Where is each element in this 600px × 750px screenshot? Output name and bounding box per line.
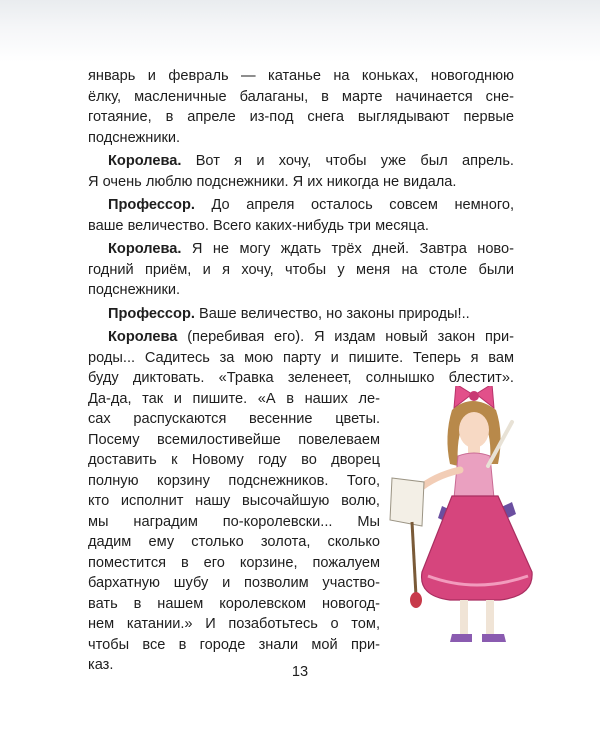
page-number: 13 bbox=[291, 664, 309, 680]
dialogue-line: кто исполнит нашу высочайшую волю, bbox=[88, 493, 380, 509]
dialogue-line: доставить к Новому году во дворец bbox=[88, 452, 380, 468]
scroll bbox=[390, 478, 424, 526]
speaker-name: Королева bbox=[108, 329, 178, 345]
dialogue-line: поместится в его корзине, пожалуем bbox=[88, 554, 380, 571]
dialogue-line: вать в нашем королевском новогод- bbox=[88, 595, 380, 612]
text-line: подснежники. bbox=[88, 129, 181, 146]
text-line: январь и февраль — катанье на коньках, новогоднюю bbox=[88, 68, 514, 84]
dialogue-line: подснежники. bbox=[88, 282, 181, 298]
dialogue-line: Посему всемилостивейше повелеваем bbox=[88, 431, 380, 448]
dialogue-line: Профессор. Ваше величество, но законы природы!.. bbox=[108, 305, 470, 322]
speaker-name: Профессор. bbox=[108, 305, 195, 322]
dialogue-line: Королева. Вот я и хочу, чтобы уже был апрель. bbox=[108, 153, 514, 169]
bodice bbox=[454, 453, 494, 498]
dialogue-line: нем катании.» И позаботьтесь о том, bbox=[88, 616, 380, 632]
dialogue-line: Да-да, так и пишите. «А в наших ле- bbox=[88, 390, 380, 407]
dialogue-line: дадим ему столько золота, сколько bbox=[88, 534, 380, 550]
dialogue-line: сах распускаются весенние цветы. bbox=[88, 411, 380, 427]
dialogue-line: Профессор. До апреля осталось совсем немного, bbox=[108, 197, 514, 213]
shoe bbox=[482, 634, 506, 642]
dialogue-line: Королева. Я не могу ждать трёх дней. Завтра ново- bbox=[108, 241, 514, 257]
face bbox=[459, 412, 489, 448]
speaker-name: Профессор. bbox=[108, 197, 195, 213]
dialogue-line: годний приём, и я хочу, чтобы у меня на столе были bbox=[88, 261, 514, 278]
page-top-shadow bbox=[0, 0, 600, 62]
text-line: готаяние, в апреле из-под снега выглядывают первые bbox=[88, 109, 514, 125]
speaker-name: Королева. bbox=[108, 241, 182, 257]
dialogue-line: мы наградим по-королевски... Мы bbox=[88, 513, 380, 530]
dialogue-line: Я очень люблю подснежники. Я их никогда не видала. bbox=[88, 173, 457, 190]
dialogue-line: чтобы все в городе знали мой при- bbox=[88, 636, 380, 653]
dialogue-line: полную корзину подснежников. Того, bbox=[88, 472, 380, 489]
dialogue-line: роды... Садитесь за мою парту и пишите. Теперь я вам bbox=[88, 349, 514, 366]
dialogue-line: ваше величество. Всего каких-нибудь три месяца. bbox=[88, 217, 429, 234]
dialogue-line: каз. bbox=[88, 657, 114, 673]
dialogue-line: буду диктовать. «Травка зеленеет, солнышко блестит». bbox=[88, 370, 514, 386]
speaker-name: Королева. bbox=[108, 153, 182, 169]
dialogue-line: бархатную шубу и позволим участво- bbox=[88, 575, 380, 591]
queen-illustration bbox=[372, 386, 542, 656]
text-line: ёлку, масленичные балаганы, в марте начинается сне- bbox=[88, 88, 514, 105]
dialogue-line: Королева (перебивая его). Я издам новый закон при- bbox=[108, 329, 514, 345]
shoe bbox=[450, 634, 472, 642]
